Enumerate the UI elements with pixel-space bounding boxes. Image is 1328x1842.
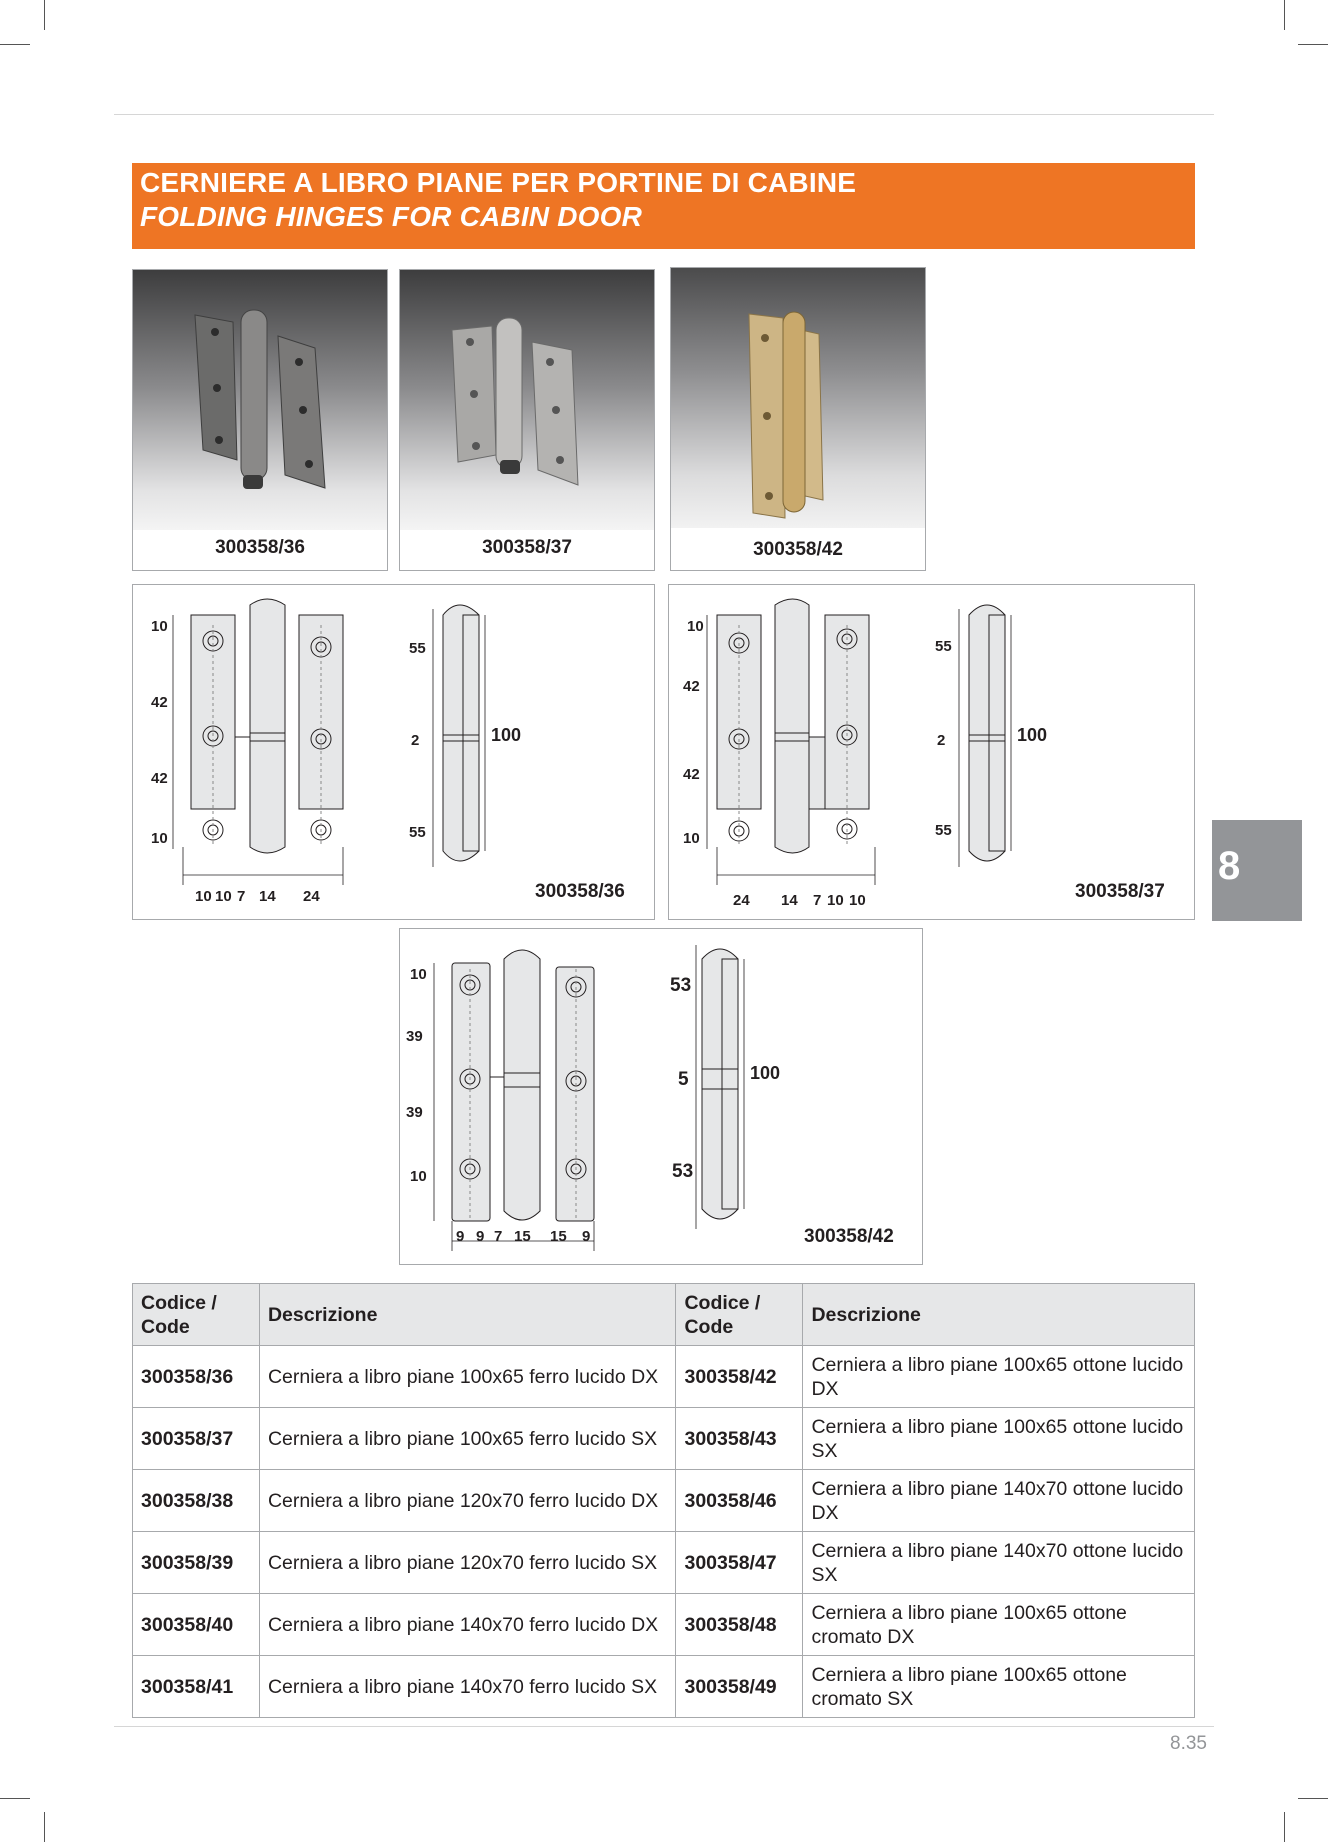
product-description: Cerniera a libro piane 140x70 ferro lucido DX [259, 1594, 676, 1656]
title-italian: CERNIERE A LIBRO PIANE PER PORTINE DI CABINE [140, 167, 857, 198]
dimension-label: 2 [937, 732, 946, 749]
hinge-polished-photo [400, 270, 654, 530]
table-row [133, 1532, 1195, 1594]
product-photo [671, 268, 925, 528]
dimension-label: 15 [550, 1228, 567, 1245]
table-row [133, 1408, 1195, 1470]
dimension-label: 55 [935, 638, 952, 655]
product-description: Cerniera a libro piane 100x65 ottone cromato DX [803, 1594, 1195, 1656]
dimension-label: 10 [215, 888, 232, 905]
dimension-label: 100 [750, 1063, 781, 1083]
dimension-label: 10 [849, 892, 866, 909]
dimension-label: 42 [683, 678, 700, 695]
crop-mark [1298, 44, 1328, 45]
drawing-code-label: 300358/42 [804, 1226, 894, 1247]
crop-mark [1284, 1812, 1285, 1842]
product-code: 300358/42 [676, 1346, 803, 1408]
dimension-label: 24 [303, 888, 320, 905]
product-description: Cerniera a libro piane 100x65 ottone lucido SX [803, 1408, 1195, 1470]
dimension-label: 10 [827, 892, 844, 909]
column-header-description: Descrizione [803, 1284, 1195, 1346]
product-code: 300358/43 [676, 1408, 803, 1470]
drawing-code-label: 300358/36 [535, 881, 625, 902]
dimension-label: 10 [410, 1168, 427, 1185]
dimension-label: 100 [491, 725, 522, 745]
technical-drawing-37 [668, 584, 1195, 920]
product-photo-box [132, 269, 388, 571]
table-row [133, 1346, 1195, 1408]
hinge-drawing [400, 929, 922, 1264]
dimension-label: 53 [670, 975, 692, 996]
product-description: Cerniera a libro piane 100x65 ottone lucido DX [803, 1346, 1195, 1408]
dimension-label: 24 [733, 892, 750, 909]
product-description: Cerniera a libro piane 140x70 ottone lucido SX [803, 1532, 1195, 1594]
hinge-drawing [133, 585, 654, 919]
product-code: 300358/37 [133, 1408, 260, 1470]
dimension-label: 14 [259, 888, 276, 905]
column-header-code: Codice / Code [676, 1284, 803, 1346]
section-number: 8 [1218, 844, 1241, 888]
photo-code-label: 300358/37 [482, 537, 572, 558]
dimension-label: 2 [411, 732, 420, 749]
product-photo-box [399, 269, 655, 571]
column-header-code: Codice / Code [133, 1284, 260, 1346]
crop-mark [44, 0, 45, 30]
product-code: 300358/40 [133, 1594, 260, 1656]
dimension-label: 39 [406, 1028, 423, 1045]
dimension-label: 10 [687, 618, 704, 635]
crop-mark [1284, 0, 1285, 30]
dimension-label: 39 [406, 1104, 423, 1121]
product-description: Cerniera a libro piane 100x65 ferro lucido SX [259, 1408, 676, 1470]
photo-code-label: 300358/36 [215, 537, 305, 558]
table-row [133, 1470, 1195, 1532]
product-code: 300358/36 [133, 1346, 260, 1408]
technical-drawing-36 [132, 584, 655, 920]
table-row [133, 1594, 1195, 1656]
dimension-label: 55 [935, 822, 952, 839]
product-code: 300358/41 [133, 1656, 260, 1718]
product-photo [400, 270, 654, 530]
table-header-row [133, 1284, 1195, 1346]
dimension-label: 42 [151, 770, 168, 787]
dimension-label: 10 [410, 966, 427, 983]
crop-mark [0, 1798, 30, 1799]
dimension-label: 100 [1017, 725, 1048, 745]
table-row [133, 1656, 1195, 1718]
section-tab [1212, 820, 1302, 921]
title-english: FOLDING HINGES FOR CABIN DOOR [140, 201, 643, 232]
top-rule [114, 114, 1214, 115]
dimension-label: 10 [151, 618, 168, 635]
product-description: Cerniera a libro piane 100x65 ferro lucido DX [259, 1346, 676, 1408]
photo-code-label: 300358/42 [753, 539, 843, 560]
dimension-label: 10 [151, 830, 168, 847]
column-header-description: Descrizione [259, 1284, 676, 1346]
product-photo-box [670, 267, 926, 571]
technical-drawing-42 [399, 928, 923, 1265]
dimension-label: 42 [683, 766, 700, 783]
dimension-label: 53 [672, 1161, 694, 1182]
dimension-label: 7 [813, 892, 822, 909]
product-code: 300358/48 [676, 1594, 803, 1656]
dimension-label: 5 [678, 1069, 689, 1090]
crop-mark [1298, 1798, 1328, 1799]
hinge-drawing [669, 585, 1194, 919]
dimension-label: 9 [582, 1228, 591, 1245]
crop-mark [44, 1812, 45, 1842]
product-description: Cerniera a libro piane 120x70 ferro lucido DX [259, 1470, 676, 1532]
dimension-label: 7 [494, 1228, 503, 1245]
page-number: 8.35 [1170, 1733, 1207, 1754]
product-code-table [132, 1283, 1195, 1718]
dimension-label: 42 [151, 694, 168, 711]
dimension-label: 10 [195, 888, 212, 905]
hinge-brass-photo [671, 268, 925, 528]
bottom-rule [114, 1726, 1214, 1727]
product-description: Cerniera a libro piane 140x70 ottone lucido DX [803, 1470, 1195, 1532]
product-description: Cerniera a libro piane 120x70 ferro lucido SX [259, 1532, 676, 1594]
dimension-label: 55 [409, 640, 426, 657]
dimension-label: 10 [683, 830, 700, 847]
product-code: 300358/46 [676, 1470, 803, 1532]
crop-mark [0, 44, 30, 45]
section-header [132, 163, 1195, 249]
dimension-label: 15 [514, 1228, 531, 1245]
product-description: Cerniera a libro piane 100x65 ottone cromato SX [803, 1656, 1195, 1718]
product-photo [133, 270, 387, 530]
dimension-label: 7 [237, 888, 246, 905]
dimension-label: 9 [476, 1228, 485, 1245]
dimension-label: 55 [409, 824, 426, 841]
drawing-code-label: 300358/37 [1075, 881, 1165, 902]
hinge-steel-photo [133, 270, 387, 530]
product-description: Cerniera a libro piane 140x70 ferro lucido SX [259, 1656, 676, 1718]
product-code: 300358/49 [676, 1656, 803, 1718]
dimension-label: 14 [781, 892, 798, 909]
dimension-label: 9 [456, 1228, 465, 1245]
product-code: 300358/38 [133, 1470, 260, 1532]
product-code: 300358/47 [676, 1532, 803, 1594]
product-code: 300358/39 [133, 1532, 260, 1594]
